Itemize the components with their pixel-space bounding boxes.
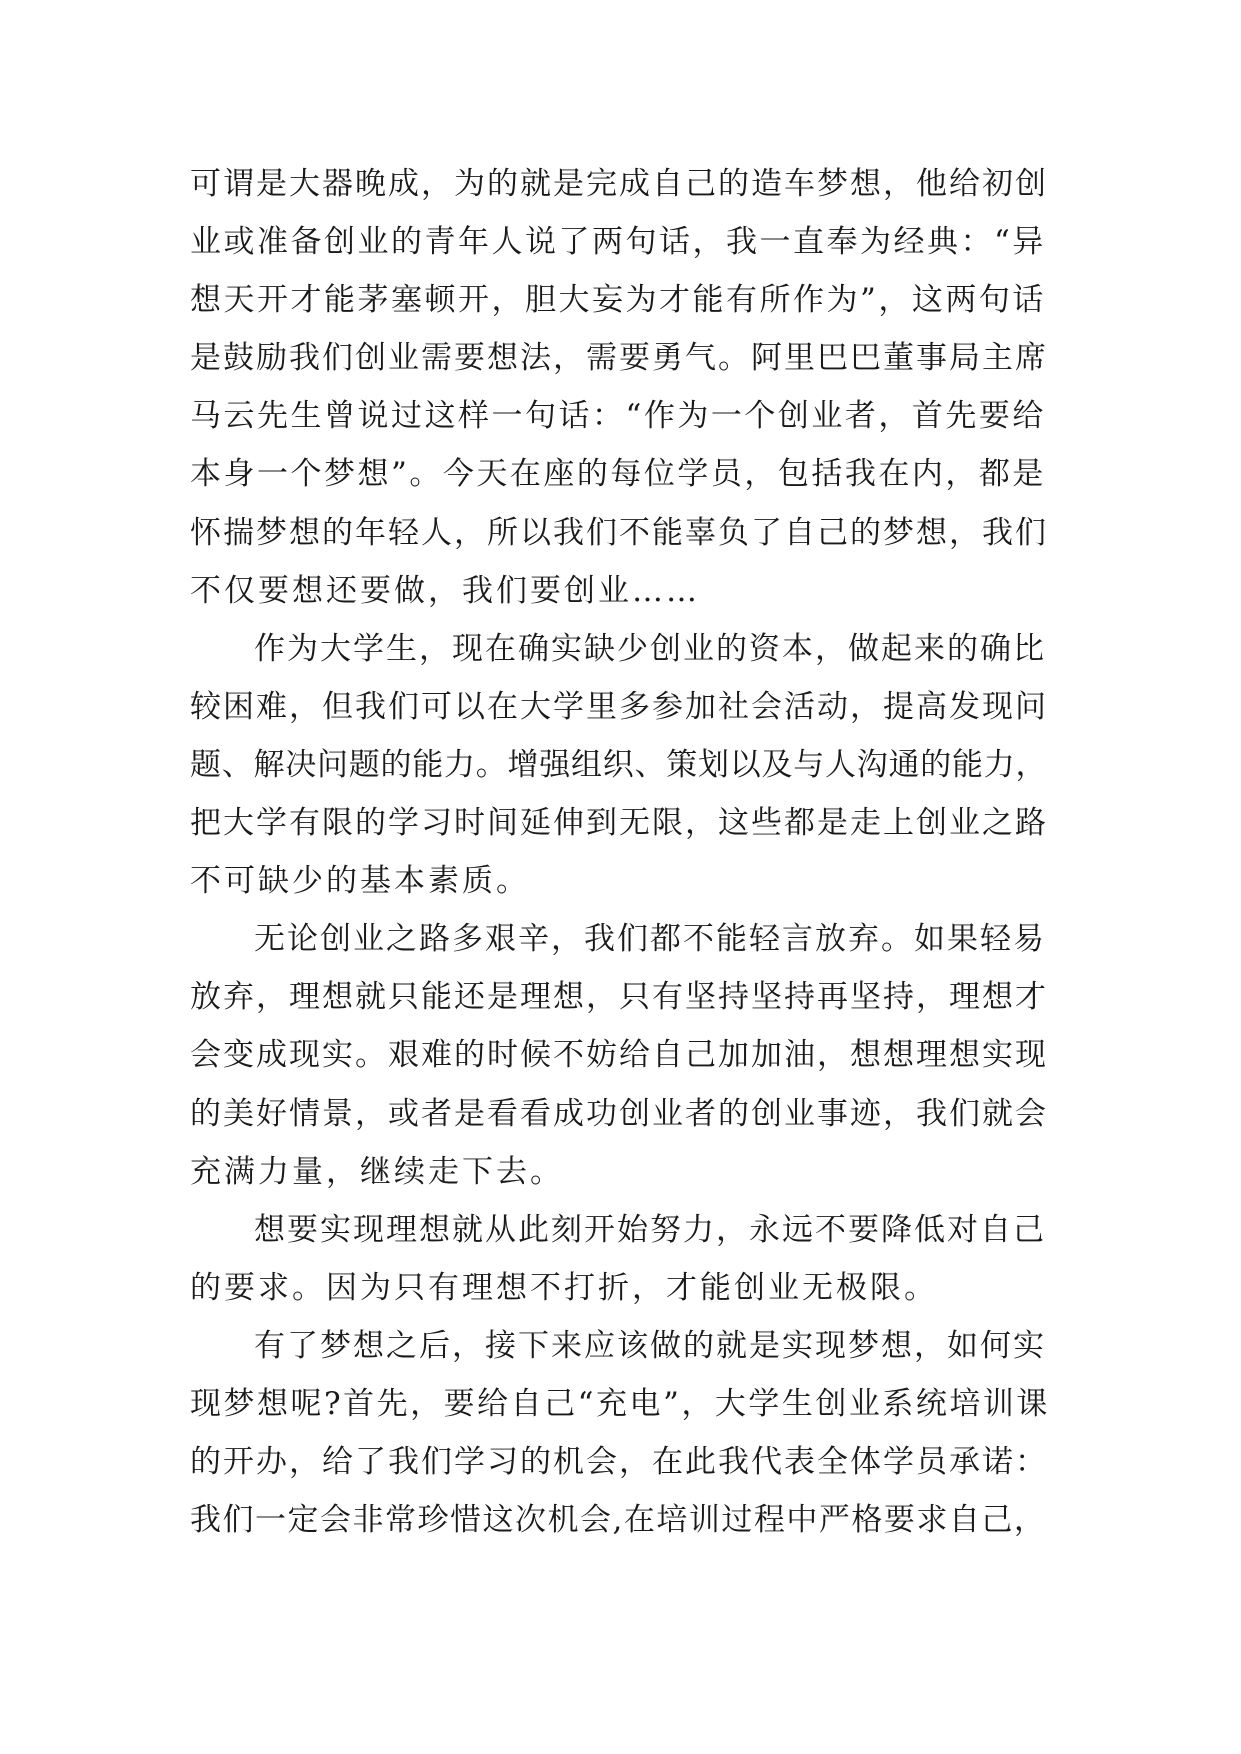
text-line: 的要求。因为只有理想不打折，才能创业无极限。 (190, 1269, 938, 1306)
paragraph-start-line: 作为大学生，现在确实缺少创业的资本，做起来的确比 (254, 630, 1046, 667)
text-line: 可谓是大器晚成，为的就是完成自己的造车梦想，他给初创 (190, 166, 1048, 202)
text-line: 怀揣梦想的年轻人，所以我们不能辜负了自己的梦想，我们 (190, 514, 1048, 551)
text-line: 是鼓励我们创业需要想法，需要勇气。阿里巴巴董事局主席 (190, 340, 1048, 377)
text-line: 较困难，但我们可以在大学里多参加社会活动，提高发现问 (190, 688, 1048, 725)
text-line: 本身一个梦想”。今天在座的每位学员，包括我在内，都是 (190, 456, 1046, 493)
body-text (190, 155, 1050, 1549)
text-line: 充满力量，继续走下去。 (190, 1153, 564, 1190)
text-line: 不仅要想还要做，我们要创业…… (190, 572, 700, 609)
text-line: 现梦想呢?首先，要给自己“充电”，大学生创业系统培训课 (190, 1385, 1050, 1422)
text-line: 不可缺少的基本素质。 (190, 863, 530, 900)
paragraph-start-line: 有了梦想之后，接下来应该做的就是实现梦想，如何实 (254, 1327, 1046, 1364)
text-line: 马云先生曾说过这样一句话：“作为一个创业者，首先要给 (190, 398, 1046, 435)
text-line: 放弃，理想就只能还是理想，只有坚持坚持再坚持，理想才 (190, 979, 1048, 1016)
text-line: 业或准备创业的青年人说了两句话，我一直奉为经典：“异 (190, 224, 1046, 261)
paragraph-start-line: 想要实现理想就从此刻开始努力，永远不要降低对自己 (254, 1211, 1046, 1248)
text-line: 把大学有限的学习时间延伸到无限，这些都是走上创业之路 (190, 805, 1048, 842)
text-line: 的开办，给了我们学习的机会，在此我代表全体学员承诺： (190, 1444, 1048, 1481)
text-line: 我们一定会非常珍惜这次机会,在培训过程中严格要求自己， (190, 1502, 1047, 1539)
text-line: 会变成现实。艰难的时候不妨给自己加加油，想想理想实现 (190, 1037, 1048, 1074)
text-line: 题、解决问题的能力。增强组织、策划以及与人沟通的能力， (190, 746, 1048, 783)
paragraph-start-line: 无论创业之路多艰辛，我们都不能轻言放弃。如果轻易 (254, 921, 1046, 958)
text-line: 的美好情景，或者是看看成功创业者的创业事迹，我们就会 (190, 1095, 1048, 1132)
text-line: 想天开才能茅塞顿开，胆大妄为才能有所作为”，这两句话 (190, 282, 1046, 319)
